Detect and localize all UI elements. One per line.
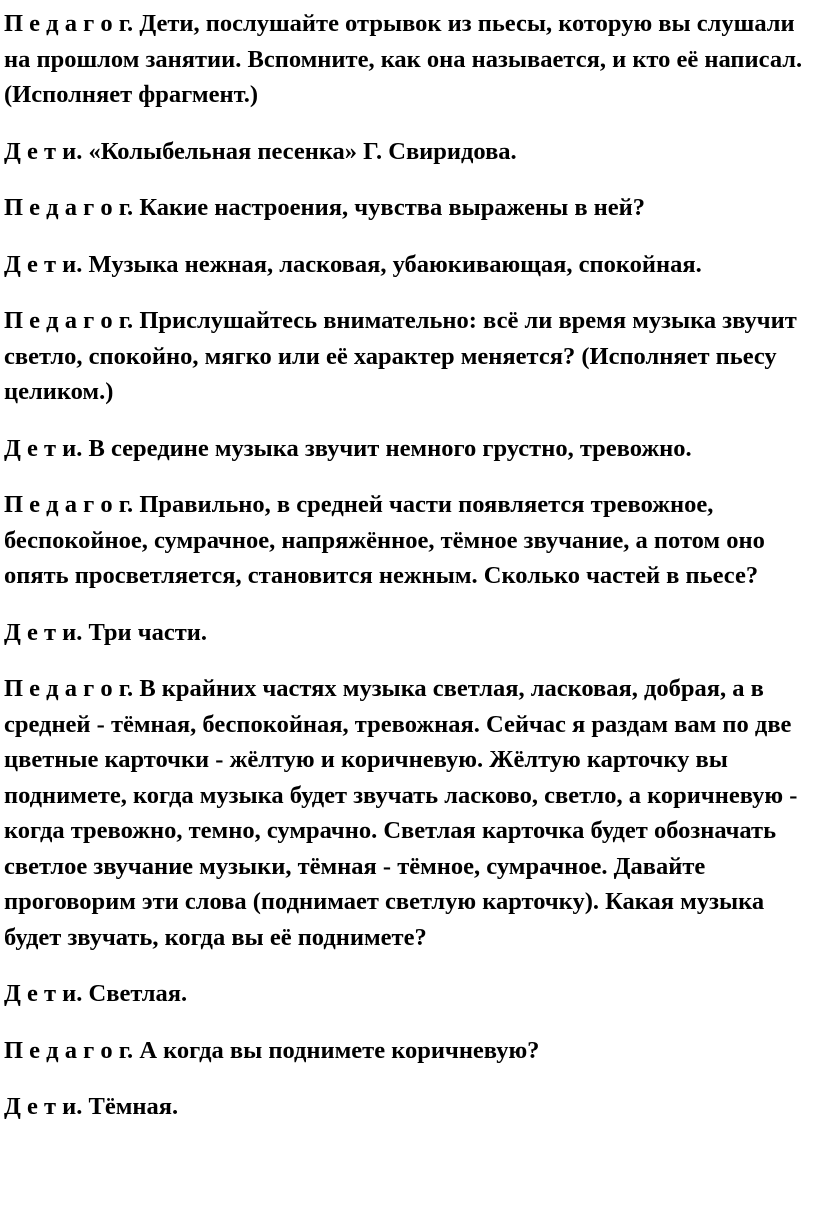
paragraph-text: Светлая.	[88, 980, 188, 1007]
dialogue-paragraph	[4, 671, 812, 955]
paragraph-text: Тёмная.	[88, 1093, 179, 1120]
speaker-label: Д е т и.	[4, 250, 83, 278]
dialogue-paragraph	[4, 431, 812, 467]
speaker-label: П е д а г о г.	[4, 491, 134, 518]
dialogue-paragraph	[4, 190, 812, 226]
dialogue-paragraph	[4, 6, 812, 113]
paragraph-text: Правильно, в средней части появляется тревожное, беспокойное, сумрачное, напряжённое, тёмное звучание, а потом оно опять просветляется, становится нежным. Сколько частей в пьесе?	[4, 491, 765, 589]
speaker-label: П е д а г о г.	[4, 1036, 134, 1064]
speaker-label: Д е т и.	[4, 1093, 83, 1120]
paragraph-text: Три части.	[88, 618, 208, 646]
speaker-label: Д е т и.	[4, 980, 83, 1007]
paragraph-text: Какие настроения, чувства выражены в ней?	[139, 194, 646, 221]
speaker-label: Д е т и.	[4, 434, 83, 462]
dialogue-paragraph	[4, 247, 812, 283]
dialogue-paragraph	[4, 1033, 812, 1069]
speaker-label: П е д а г о г.	[4, 307, 134, 334]
dialogue-paragraph	[4, 1089, 812, 1125]
paragraph-text: Музыка нежная, ласковая, убаюкивающая, спокойная.	[88, 250, 702, 278]
paragraph-text: Прислушайтесь внимательно: всё ли время музыка звучит светло, спокойно, мягко или её характер меняется? (Исполняет пьесу целиком.)	[4, 307, 797, 405]
speaker-label: П е д а г о г.	[4, 194, 134, 221]
paragraph-text: «Колыбельная песенка» Г. Свиридова.	[88, 137, 517, 165]
speaker-label: П е д а г о г.	[4, 10, 134, 37]
dialogue-paragraph	[4, 615, 812, 651]
dialogue-paragraph	[4, 976, 812, 1012]
speaker-label: Д е т и.	[4, 137, 83, 165]
dialogue-paragraph	[4, 303, 812, 410]
paragraph-text: В середине музыка звучит немного грустно, тревожно.	[88, 434, 692, 462]
speaker-label: П е д а г о г.	[4, 675, 134, 702]
paragraph-text: Дети, послушайте отрывок из пьесы, которую вы слушали на прошлом занятии. Вспомните, как она называется, и кто её написал. (Исполняет фрагмент.)	[4, 10, 803, 108]
paragraph-text: В крайних частях музыка светлая, ласковая, добрая, а в средней - тёмная, беспокойная, тревожная. Сейчас я раздам вам по две цветные карточки - жёлтую и коричневую. Жёлтую карточку вы поднимете, когда музыка будет звучать ласково, светло, а коричневую - когда тревожно, темно, сумрачно. Светлая карточка будет обозначать светлое звучание музыки, тёмная - тёмное, сумрачное. Давайте проговорим эти слова (поднимает светлую карточку). Какая музыка будет звучать, когда вы её поднимете?	[4, 675, 798, 951]
dialogue-paragraph	[4, 487, 812, 594]
speaker-label: Д е т и.	[4, 618, 83, 646]
dialogue-paragraph	[4, 134, 812, 170]
paragraph-text: А когда вы поднимете коричневую?	[139, 1036, 540, 1064]
